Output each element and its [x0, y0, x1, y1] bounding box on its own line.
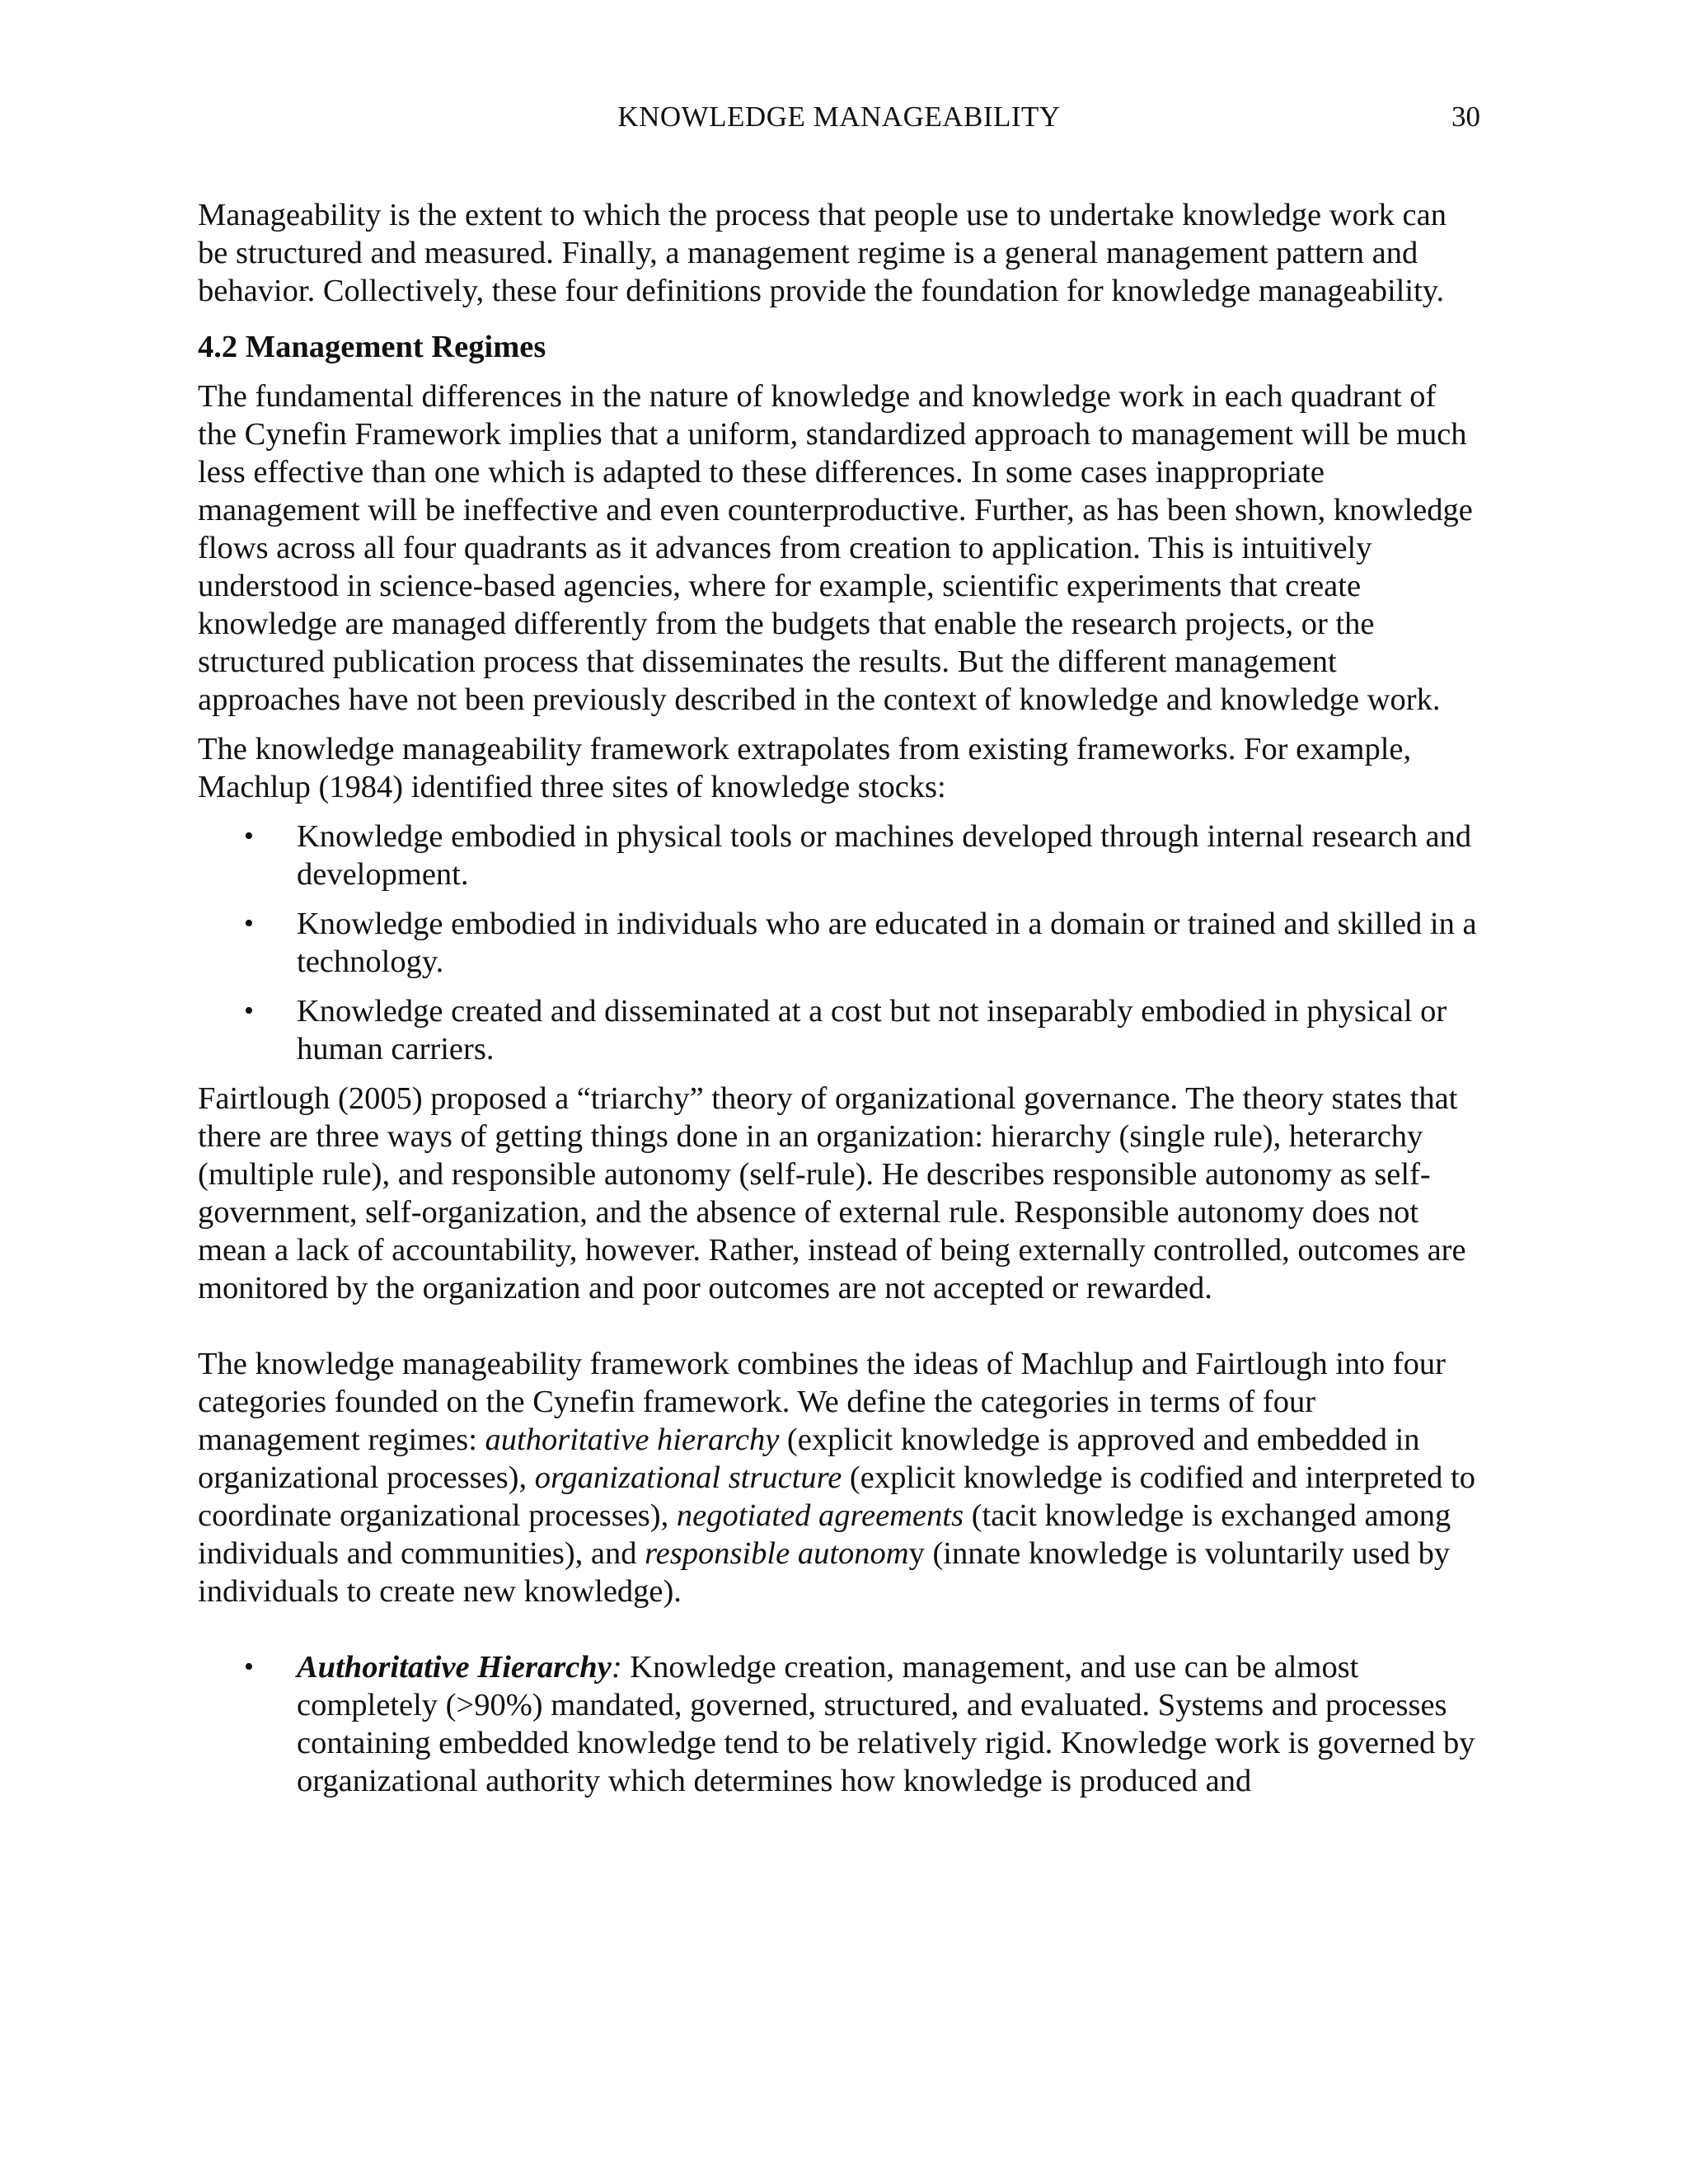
- regimes-text: y (innate knowledge is voluntarily used by individuals to create new knowledge).: [198, 1536, 1451, 1609]
- regimes-text: The knowledge manageability framework combines the ideas of Machlup and Fairtlough into four categories founded on the Cynefin framework. We define the categories in terms of four management regimes:: [198, 1347, 1446, 1457]
- regime-term-colon: :: [611, 1650, 622, 1685]
- regimes-text: (explicit knowledge is codified and interpreted to coordinate organizational processes),: [198, 1460, 1475, 1533]
- regime-term: authoritative hierarchy: [485, 1422, 780, 1457]
- regimes-text: (tacit knowledge is exchanged among individuals and communities), and: [198, 1498, 1451, 1571]
- list-item: [198, 818, 1480, 893]
- paragraph-four-regimes: [198, 1345, 1480, 1610]
- running-head: [198, 97, 1480, 137]
- machlup-bullet-list: [198, 818, 1480, 1068]
- list-item-text: Knowledge created and disseminated at a cost but not inseparably embodied in physical or human carriers.: [297, 994, 1447, 1066]
- body-text: [198, 196, 1480, 1811]
- paragraph-machlup-intro: The knowledge manageability framework extrapolates from existing frameworks. For example, Machlup (1984) identified three sites of knowledge stocks:: [198, 732, 1412, 804]
- list-item: [198, 992, 1480, 1068]
- list-item-text: Knowledge embodied in individuals who are educated in a domain or trained and skilled in a technology.: [297, 907, 1477, 979]
- paragraph-fairtlough-triarchy: Fairtlough (2005) proposed a “triarchy” theory of organizational governance. The theory states that there are three ways of getting things done in an organization: hierarchy (single rule), heterarchy (multiple rule), and responsible autonomy (self-rule). He describes responsible autonomy as self-government, self-organization, and the absence of external rule. Responsible autonomy does not mean a lack of accountability, however. Rather, instead of being externally controlled, outcomes are monitored by the organization and poor outcomes are not accepted or rewarded.: [198, 1081, 1466, 1305]
- list-item: [198, 1648, 1480, 1800]
- list-item-text: Knowledge embodied in physical tools or machines developed through internal research and development.: [297, 819, 1472, 892]
- regime-term-bold: Authoritative Hierarchy: [297, 1650, 612, 1685]
- section-heading: 4.2 Management Regimes: [198, 330, 546, 364]
- regime-term: responsible autonom: [645, 1536, 909, 1571]
- list-item: [198, 905, 1480, 981]
- bullet-icon: •: [244, 996, 254, 1026]
- running-title: KNOWLEDGE MANAGEABILITY: [617, 101, 1061, 133]
- intro-paragraph: Manageability is the extent to which the process that people use to undertake knowledge work can be structured and measured. Finally, a management regime is a general management pattern and behavior. Collectively, these four definitions provide the foundation for knowledge manageability.: [198, 198, 1447, 308]
- regime-bullet-list: [198, 1648, 1480, 1800]
- bullet-icon: •: [244, 821, 254, 851]
- regime-term: organizational structure: [534, 1460, 842, 1495]
- page-number: 30: [1451, 101, 1480, 133]
- bullet-icon: •: [244, 1652, 254, 1682]
- regimes-text: (explicit knowledge is approved and embedded in organizational processes),: [198, 1422, 1420, 1495]
- list-item-text: Knowledge creation, management, and use can be almost completely (>90%) mandated, governed, structured, and evaluated. Systems and processes containing embedded knowledge tend to be relatively rigid. Knowledge work is governed by organizational authority which determines how knowledge is produced and: [297, 1650, 1475, 1798]
- paragraph-cynefin-differences: The fundamental differences in the nature of knowledge and knowledge work in each quadrant of the Cynefin Framework implies that a uniform, standardized approach to management will be much less effective than one which is adapted to these differences. In some cases inappropriate management will be ineffective and even counterproductive. Further, as has been shown, knowledge flows across all four quadrants as it advances from creation to application. This is intuitively understood in science-based agencies, where for example, scientific experiments that create knowledge are managed differently from the budgets that enable the research projects, or the structured publication process that disseminates the results. But the different management approaches have not been previously described in the context of knowledge and knowledge work.: [198, 379, 1473, 717]
- regime-term: negotiated agreements: [676, 1498, 964, 1533]
- bullet-icon: •: [244, 908, 254, 939]
